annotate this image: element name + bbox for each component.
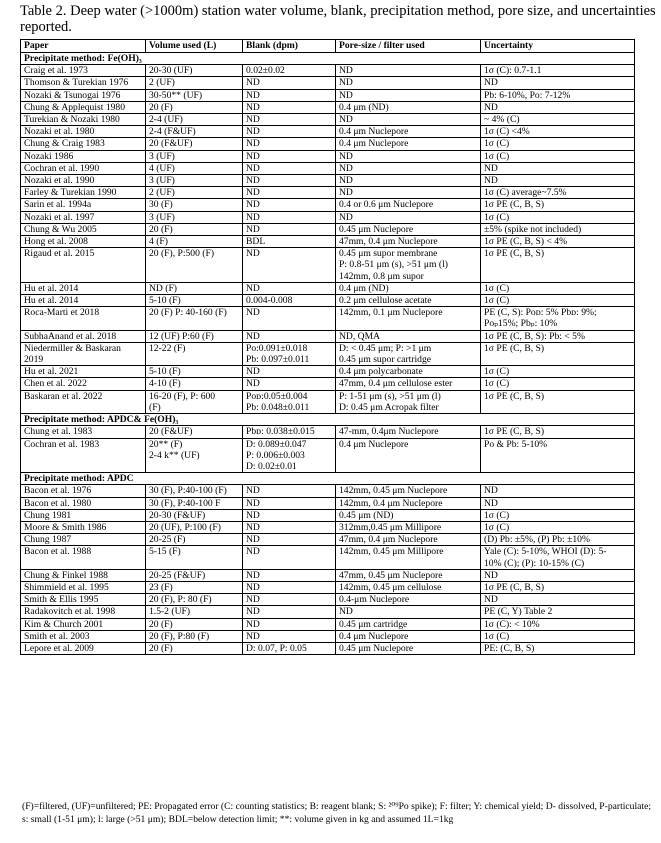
cell-volume: 5-10 (F) (146, 366, 243, 378)
cell-pore-size: ND (336, 211, 481, 223)
cell-uncertainty: ND (481, 162, 635, 174)
cell-volume: 23 (F) (146, 581, 243, 593)
cell-uncertainty: 1σ (C) (481, 521, 635, 533)
cell-paper: Chen et al. 2022 (21, 378, 146, 390)
cell-blank: Poᴅ:0.05±0.004 Pb: 0.048±0.011 (243, 390, 336, 413)
table-body (21, 53, 635, 655)
cell-paper: Hong et al. 2008 (21, 236, 146, 248)
table-row (21, 546, 635, 569)
table-row (21, 342, 635, 365)
cell-blank: ND (243, 485, 336, 497)
cell-pore-size: ND (336, 65, 481, 77)
cell-volume: 20** (F) 2-4 k** (UF) (146, 438, 243, 473)
cell-uncertainty: ND (481, 77, 635, 89)
cell-paper: Hu et al. 2021 (21, 366, 146, 378)
cell-uncertainty: 1σ PE (C, B, S) (481, 248, 635, 283)
cell-uncertainty: ND (481, 485, 635, 497)
table-row (21, 114, 635, 126)
cell-paper: Bacon et al. 1988 (21, 546, 146, 569)
header-uncertainty: Uncertainty (481, 40, 635, 53)
cell-blank: ND (243, 606, 336, 618)
cell-volume: 1.5-2 (UF) (146, 606, 243, 618)
cell-blank: ND (243, 199, 336, 211)
cell-blank: ND (243, 366, 336, 378)
table-row (21, 101, 635, 113)
cell-volume: 12 (UF) P:60 (F) (146, 330, 243, 342)
table-row (21, 282, 635, 294)
cell-blank: 0.02±0.02 (243, 65, 336, 77)
table-row (21, 126, 635, 138)
cell-pore-size: 0.45 μm supor membrane P: 0.8-51 μm (s), >51 μm (l) 142mm, 0.8 μm supor (336, 248, 481, 283)
cell-uncertainty: 1σ PE (C, B, S) (481, 342, 635, 365)
section-row (21, 473, 635, 485)
cell-pore-size: 0.4 μm polycarbonate (336, 366, 481, 378)
cell-paper: Hu et al. 2014 (21, 282, 146, 294)
cell-paper: Farley & Turekian 1990 (21, 187, 146, 199)
cell-uncertainty: ND (481, 497, 635, 509)
header-row (21, 40, 635, 53)
cell-pore-size: 0.4 μm (ND) (336, 101, 481, 113)
cell-volume: 30 (F) (146, 199, 243, 211)
cell-paper: Craig et al. 1973 (21, 65, 146, 77)
cell-volume: 4-10 (F) (146, 378, 243, 390)
table-row (21, 330, 635, 342)
section-title: Precipitate method: APDC& Fe(OH)₃ (21, 414, 635, 426)
table-row (21, 426, 635, 438)
cell-blank: ND (243, 211, 336, 223)
header-pore-size: Pore-size / filter used (336, 40, 481, 53)
cell-pore-size: ND (336, 162, 481, 174)
table-row (21, 521, 635, 533)
cell-uncertainty: 1σ (C) (481, 138, 635, 150)
cell-uncertainty: 1σ (C) (481, 211, 635, 223)
cell-pore-size: 142mm, 0.1 μm Nuclepore (336, 307, 481, 330)
table-row (21, 248, 635, 283)
cell-volume: 16-20 (F), P: 600 (F) (146, 390, 243, 413)
cell-paper: Turekian & Nozaki 1980 (21, 114, 146, 126)
table-row (21, 581, 635, 593)
cell-uncertainty: PE (C, S): Poᴅ: 5% Pbᴅ: 9%; Poₚ15%; Pbₚ: 10% (481, 307, 635, 330)
cell-blank: ND (243, 307, 336, 330)
table-row (21, 211, 635, 223)
cell-paper: Cochran et al. 1990 (21, 162, 146, 174)
cell-blank: ND (243, 594, 336, 606)
cell-blank: D: 0.089±0.047 P: 0.006±0.003 D: 0.02±0.01 (243, 438, 336, 473)
cell-uncertainty: ND (481, 101, 635, 113)
cell-uncertainty: 1σ (C) <4% (481, 126, 635, 138)
cell-pore-size: 0.4 μm Nuclepore (336, 126, 481, 138)
cell-volume: 20 (F&UF) (146, 138, 243, 150)
cell-uncertainty: ~ 4% (C) (481, 114, 635, 126)
table-row (21, 187, 635, 199)
cell-paper: Roca-Marti et 2018 (21, 307, 146, 330)
cell-blank: ND (243, 89, 336, 101)
cell-volume: 20 (F), P:500 (F) (146, 248, 243, 283)
cell-uncertainty: 1σ (C) (481, 295, 635, 307)
cell-blank: ND (243, 378, 336, 390)
cell-blank: ND (243, 223, 336, 235)
cell-uncertainty: 1σ PE (C, B, S) < 4% (481, 236, 635, 248)
cell-uncertainty: 1σ PE (C, B, S) (481, 581, 635, 593)
cell-blank: ND (243, 521, 336, 533)
cell-paper: Chung & Wu 2005 (21, 223, 146, 235)
cell-paper: Sarin et al. 1994a (21, 199, 146, 211)
cell-paper: Chung 1987 (21, 534, 146, 546)
cell-uncertainty: PE (C, Y) Table 2 (481, 606, 635, 618)
cell-blank: ND (243, 138, 336, 150)
cell-uncertainty: 1σ (C): 0.7-1.1 (481, 65, 635, 77)
cell-volume: 4 (UF) (146, 162, 243, 174)
section-row (21, 414, 635, 426)
cell-volume: 20-25 (F&UF) (146, 569, 243, 581)
cell-paper: Chung & Applequist 1980 (21, 101, 146, 113)
table-row (21, 295, 635, 307)
cell-pore-size: 0.2 μm cellulose acetate (336, 295, 481, 307)
cell-volume: 2-4 (F&UF) (146, 126, 243, 138)
cell-blank: 0.004-0.008 (243, 295, 336, 307)
cell-pore-size: 47mm, 0.4 μm cellulose ester (336, 378, 481, 390)
table-row (21, 77, 635, 89)
cell-pore-size: ND (336, 114, 481, 126)
cell-paper: Niedermiller & Baskaran 2019 (21, 342, 146, 365)
cell-pore-size: 0.45 μm cartridge (336, 618, 481, 630)
cell-uncertainty: 1σ PE (C, B, S): Pb: < 5% (481, 330, 635, 342)
cell-paper: Smith et al. 2003 (21, 630, 146, 642)
cell-volume: 20 (F) (146, 642, 243, 654)
cell-uncertainty: Po & Pb: 5-10% (481, 438, 635, 473)
table-row (21, 509, 635, 521)
cell-paper: Nozaki et al. 1990 (21, 175, 146, 187)
cell-paper: Kim & Church 2001 (21, 618, 146, 630)
table-row (21, 150, 635, 162)
cell-blank: ND (243, 248, 336, 283)
cell-uncertainty: ND (481, 569, 635, 581)
cell-blank: ND (243, 162, 336, 174)
cell-volume: 3 (UF) (146, 175, 243, 187)
cell-paper: SubhaAnand et al. 2018 (21, 330, 146, 342)
cell-blank: ND (243, 126, 336, 138)
table-row (21, 307, 635, 330)
cell-pore-size: 142mm, 0.45 μm Millipore (336, 546, 481, 569)
cell-volume: 5-10 (F) (146, 295, 243, 307)
cell-volume: 3 (UF) (146, 150, 243, 162)
cell-paper: Chung & Finkel 1988 (21, 569, 146, 581)
cell-pore-size: 142mm, 0.4 μm Nuclepore (336, 497, 481, 509)
cell-blank: ND (243, 150, 336, 162)
cell-pore-size: 142mm, 0.45 μm Nuclepore (336, 485, 481, 497)
cell-volume: 20 (UF), P:100 (F) (146, 521, 243, 533)
cell-volume: 20 (F), P: 80 (F) (146, 594, 243, 606)
cell-paper: Chung 1981 (21, 509, 146, 521)
cell-blank: ND (243, 546, 336, 569)
table-row (21, 390, 635, 413)
cell-paper: Nozaki et al. 1997 (21, 211, 146, 223)
cell-pore-size: ND (336, 606, 481, 618)
header-paper: Paper (21, 40, 146, 53)
cell-paper: Smith & Ellis 1995 (21, 594, 146, 606)
table-row (21, 485, 635, 497)
cell-blank: ND (243, 618, 336, 630)
cell-pore-size: 312mm,0.45 μm Millipore (336, 521, 481, 533)
table-row (21, 236, 635, 248)
table-caption: Table 2. Deep water (>1000m) station water volume, blank, precipitation method, pore size, and uncertainties reported. (20, 3, 656, 35)
cell-volume: 2 (UF) (146, 77, 243, 89)
cell-uncertainty: 1σ (C) average~7.5% (481, 187, 635, 199)
cell-uncertainty: 1σ (C) (481, 282, 635, 294)
table-row (21, 138, 635, 150)
cell-blank: ND (243, 509, 336, 521)
cell-blank: ND (243, 630, 336, 642)
cell-uncertainty: ND (481, 594, 635, 606)
table-row (21, 642, 635, 654)
cell-pore-size: 0.4 μm Nuclepore (336, 138, 481, 150)
table-row (21, 175, 635, 187)
cell-paper: Shimmield et al. 1995 (21, 581, 146, 593)
cell-pore-size: ND, QMA (336, 330, 481, 342)
cell-blank: ND (243, 330, 336, 342)
table-row (21, 89, 635, 101)
cell-paper: Chung et al. 1983 (21, 426, 146, 438)
cell-paper: Radakovitch et al. 1998 (21, 606, 146, 618)
cell-volume: 20 (F) (146, 618, 243, 630)
header-volume: Volume used (L) (146, 40, 243, 53)
cell-uncertainty: Pb: 6-10%, Po: 7-12% (481, 89, 635, 101)
cell-pore-size: 0.4 μm Nuclepore (336, 438, 481, 473)
cell-volume: 5-15 (F) (146, 546, 243, 569)
cell-volume: 30 (F), P:40-100 F (146, 497, 243, 509)
data-table (20, 39, 635, 655)
cell-volume: 2 (UF) (146, 187, 243, 199)
cell-volume: 20 (F) (146, 101, 243, 113)
cell-pore-size: ND (336, 175, 481, 187)
cell-pore-size: 0.45 μm Nuclepore (336, 642, 481, 654)
cell-uncertainty: 1σ PE (C, B, S) (481, 390, 635, 413)
cell-uncertainty: 1σ (C) (481, 630, 635, 642)
table-row (21, 438, 635, 473)
cell-pore-size: 0.45 μm (ND) (336, 509, 481, 521)
table-row (21, 366, 635, 378)
cell-uncertainty: ND (481, 175, 635, 187)
cell-volume: 20-30 (UF) (146, 65, 243, 77)
cell-volume: 30-50** (UF) (146, 89, 243, 101)
cell-paper: Moore & Smith 1986 (21, 521, 146, 533)
cell-uncertainty: 1σ (C): < 10% (481, 618, 635, 630)
cell-blank: ND (243, 101, 336, 113)
cell-volume: 20 (F), P:80 (F) (146, 630, 243, 642)
cell-blank: ND (243, 569, 336, 581)
cell-blank: ND (243, 175, 336, 187)
section-row (21, 53, 635, 65)
cell-pore-size: 0.4 μm Nuclepore (336, 630, 481, 642)
table-footnote: (F)=filtered, (UF)=unfiltered; PE: Propagated error (C: counting statistics; B: reagent blank; S: ²⁰⁹Po spike); F: filter; Y: chemical yield; D- dissolved, P-particulate; s: small (1-51 μm); l: large (>51 μm); BDL=below detection limit; **: volume given in kg and assumed 1L=1kg (22, 801, 651, 825)
cell-paper: Chung & Craig 1983 (21, 138, 146, 150)
cell-volume: 20-30 (F&UF) (146, 509, 243, 521)
table-row (21, 534, 635, 546)
cell-paper: Bacon et al. 1980 (21, 497, 146, 509)
cell-paper: Cochran et al. 1983 (21, 438, 146, 473)
cell-uncertainty: 1σ PE (C, B, S) (481, 199, 635, 211)
cell-blank: Po:0.091±0.018 Pb: 0.097±0.011 (243, 342, 336, 365)
cell-blank: ND (243, 581, 336, 593)
table-row (21, 606, 635, 618)
cell-pore-size: 47mm, 0.4 μm Nuclepore (336, 236, 481, 248)
cell-volume: 30 (F), P:40-100 (F) (146, 485, 243, 497)
cell-pore-size: 0.4 or 0.6 μm Nuclepore (336, 199, 481, 211)
cell-uncertainty: (D) Pb: ±5%, (P) Pb: ±10% (481, 534, 635, 546)
cell-pore-size: ND (336, 150, 481, 162)
cell-volume: 3 (UF) (146, 211, 243, 223)
cell-pore-size: 47-mm, 0.4μm Nuclepore (336, 426, 481, 438)
cell-paper: Nozaki et al. 1980 (21, 126, 146, 138)
table-row (21, 162, 635, 174)
cell-paper: Bacon et al. 1976 (21, 485, 146, 497)
cell-uncertainty: PE: (C, B, S) (481, 642, 635, 654)
cell-pore-size: D: < 0.45 μm; P: >1 μm 0.45 μm supor cartridge (336, 342, 481, 365)
table-row (21, 378, 635, 390)
cell-paper: Hu et al. 2014 (21, 295, 146, 307)
cell-uncertainty: ±5% (spike not included) (481, 223, 635, 235)
cell-pore-size: 47mm, 0.4 μm Nuclepore (336, 534, 481, 546)
cell-volume: ND (F) (146, 282, 243, 294)
cell-paper: Baskaran et al. 2022 (21, 390, 146, 413)
cell-blank: ND (243, 77, 336, 89)
cell-uncertainty: 1σ (C) (481, 150, 635, 162)
cell-blank: BDL (243, 236, 336, 248)
cell-blank: ND (243, 282, 336, 294)
cell-pore-size: ND (336, 89, 481, 101)
cell-paper: Lepore et al. 2009 (21, 642, 146, 654)
cell-pore-size: ND (336, 187, 481, 199)
cell-paper: Rigaud et al. 2015 (21, 248, 146, 283)
table-row (21, 199, 635, 211)
cell-volume: 20 (F) (146, 223, 243, 235)
table-row (21, 594, 635, 606)
cell-blank: ND (243, 187, 336, 199)
table-row (21, 497, 635, 509)
cell-paper: Thomson & Turekian 1976 (21, 77, 146, 89)
section-title: Precipitate method: APDC (21, 473, 635, 485)
cell-pore-size: ND (336, 77, 481, 89)
cell-pore-size: 0.45 μm Nuclepore (336, 223, 481, 235)
table-row (21, 65, 635, 77)
cell-pore-size: 142mm, 0.45 μm cellulose (336, 581, 481, 593)
cell-pore-size: 47mm, 0.45 μm Nuclepore (336, 569, 481, 581)
cell-blank: Pbᴅ: 0.038±0.015 (243, 426, 336, 438)
table-row (21, 630, 635, 642)
cell-uncertainty: 1σ (C) (481, 509, 635, 521)
cell-volume: 20-25 (F) (146, 534, 243, 546)
cell-uncertainty: Yale (C): 5-10%, WHOI (D): 5- 10% (C); (P): 10-15% (C) (481, 546, 635, 569)
table-row (21, 569, 635, 581)
header-blank: Blank (dpm) (243, 40, 336, 53)
table-row (21, 618, 635, 630)
cell-pore-size: 0.4 μm (ND) (336, 282, 481, 294)
cell-uncertainty: 1σ PE (C, B, S) (481, 426, 635, 438)
cell-pore-size: 0.4-μm Nuclepore (336, 594, 481, 606)
cell-blank: ND (243, 114, 336, 126)
cell-uncertainty: 1σ (C) (481, 378, 635, 390)
cell-paper: Nozaki 1986 (21, 150, 146, 162)
section-title: Precipitate method: Fe(OH)₃ (21, 53, 635, 65)
cell-volume: 12-22 (F) (146, 342, 243, 365)
cell-blank: ND (243, 534, 336, 546)
cell-blank: D: 0.07, P: 0.05 (243, 642, 336, 654)
cell-blank: ND (243, 497, 336, 509)
cell-volume: 4 (F) (146, 236, 243, 248)
cell-volume: 20 (F) P: 40-160 (F) (146, 307, 243, 330)
cell-pore-size: P: 1-51 μm (s), >51 μm (l) D: 0.45 μm Acropak filter (336, 390, 481, 413)
cell-volume: 20 (F&UF) (146, 426, 243, 438)
table-row (21, 223, 635, 235)
cell-paper: Nozaki & Tsunogai 1976 (21, 89, 146, 101)
cell-uncertainty: 1σ (C) (481, 366, 635, 378)
cell-volume: 2-4 (UF) (146, 114, 243, 126)
